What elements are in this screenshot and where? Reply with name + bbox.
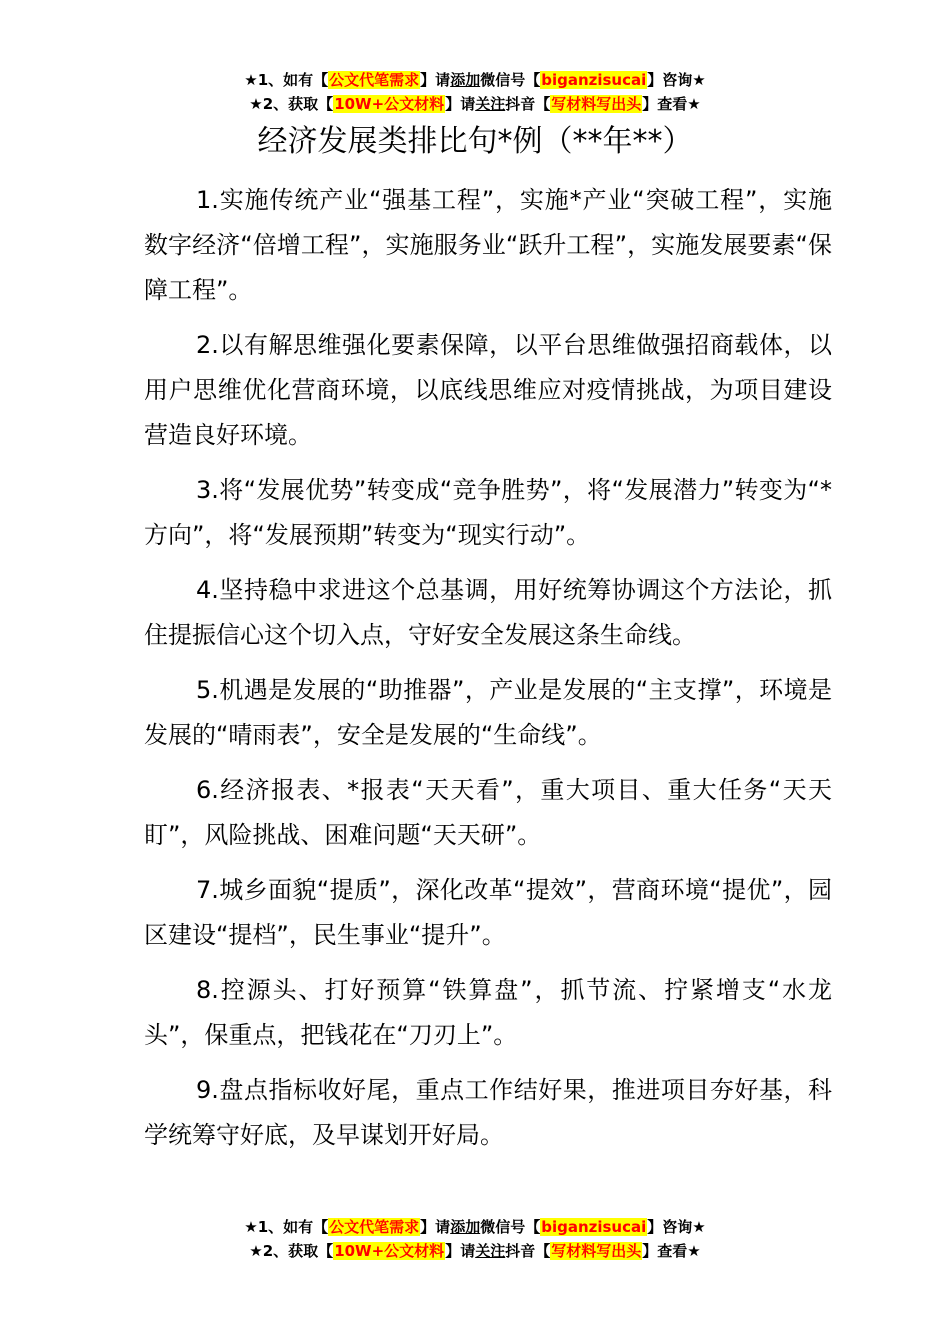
banner-emphasis: 添加 [450, 71, 481, 89]
paragraph-8: 8.控源头、打好预算“铁算盘”，抓节流、拧紧增支“水龙头”，保重点，把钱花在“刀刃上”。 [144, 976, 832, 1049]
paragraph-1: 1.实施传统产业“强基工程”，实施*产业“突破工程”，实施数字经济“倍增工程”，实施服务业“跃升工程”，实施发展要素“保障工程”。 [144, 186, 832, 304]
document-body [144, 178, 832, 1168]
highlight-douyin-account: 写材料写出头 [551, 1242, 642, 1260]
banner-emphasis: 关注 [475, 95, 506, 113]
footer-banner [0, 1215, 950, 1263]
banner-text: 微信号【 [480, 71, 541, 89]
banner-text: ★2、获取【 [249, 1242, 334, 1260]
banner-emphasis: 添加 [450, 1218, 481, 1236]
banner-text: ★1、如有【 [244, 71, 329, 89]
banner-text: 】查看★ [642, 1242, 701, 1260]
banner-text: 】咨询★ [647, 71, 706, 89]
paragraph-6: 6.经济报表、*报表“天天看”，重大项目、重大任务“天天盯”，风险挑战、困难问题“天天研”。 [144, 776, 832, 849]
highlight-materials: 10W+公文材料 [334, 95, 445, 113]
banner-text: 抖音【 [505, 95, 551, 113]
banner-text: 抖音【 [505, 1242, 551, 1260]
paragraph-9: 9.盘点指标收好尾，重点工作结好果，推进项目夯好基，科学统筹守好底，及早谋划开好局。 [144, 1076, 832, 1149]
highlight-wechat-id: biganzisucai [541, 1218, 647, 1236]
banner-text: ★2、获取【 [249, 95, 334, 113]
paragraph-3: 3.将“发展优势”转变成“竞争胜势”，将“发展潜力”转变为“*方向”，将“发展预期”转变为“现实行动”。 [144, 476, 832, 549]
banner-text: 】请 [420, 71, 451, 89]
banner-line-2 [0, 92, 950, 116]
banner-emphasis: 关注 [475, 1242, 506, 1260]
banner-text: 】请 [445, 95, 476, 113]
banner-line-1 [0, 68, 950, 92]
banner-text: ★1、如有【 [244, 1218, 329, 1236]
banner-text: 】咨询★ [647, 1218, 706, 1236]
banner-line-2 [0, 1239, 950, 1263]
paragraph-4: 4.坚持稳中求进这个总基调，用好统筹协调这个方法论，抓住提振信心这个切入点，守好安全发展这条生命线。 [144, 576, 832, 649]
paragraph-2: 2.以有解思维强化要素保障，以平台思维做强招商载体，以用户思维优化营商环境，以底线思维应对疫情挑战，为项目建设营造良好环境。 [144, 331, 832, 449]
document-title: 经济发展类排比句*例（**年**） [257, 124, 693, 159]
highlight-materials: 10W+公文材料 [334, 1242, 445, 1260]
header-banner [0, 68, 950, 116]
highlight-douyin-account: 写材料写出头 [551, 95, 642, 113]
paragraph-7: 7.城乡面貌“提质”，深化改革“提效”，营商环境“提优”，园区建设“提档”，民生事业“提升”。 [144, 876, 832, 949]
highlight-wechat-id: biganzisucai [541, 71, 647, 89]
highlight-service: 公文代笔需求 [329, 1218, 420, 1236]
banner-text: 】请 [445, 1242, 476, 1260]
paragraph-5: 5.机遇是发展的“助推器”，产业是发展的“主支撑”，环境是发展的“晴雨表”，安全是发展的“生命线”。 [144, 676, 832, 749]
banner-text: 微信号【 [480, 1218, 541, 1236]
banner-text: 】请 [420, 1218, 451, 1236]
banner-line-1 [0, 1215, 950, 1239]
banner-text: 】查看★ [642, 95, 701, 113]
highlight-service: 公文代笔需求 [329, 71, 420, 89]
